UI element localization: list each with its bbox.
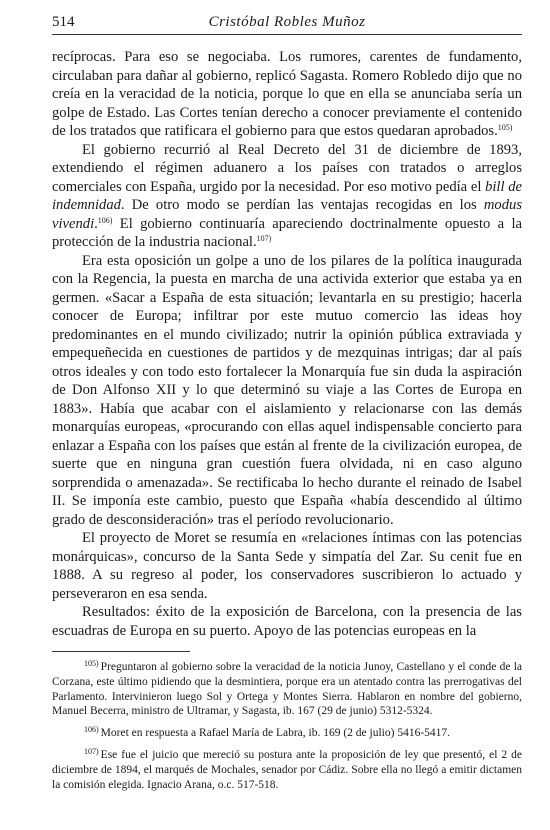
paragraph-1	[52, 48, 522, 141]
paragraph-text: . De otro modo se perdían las ventajas recogidas en los	[120, 197, 484, 213]
paragraph-3: Era esta oposición un golpe a uno de los pilares de la política inaugurada con la Regencia, la puesta en marcha de una activida exterior que estaba ya en germen. «Sacar a España de esta situación; levantarla en su prestigio; hacerla conocer de Europa; infiltrar por este mutuo comercio las ideas hoy predominantes en el mundo civilizado; nutrir la opinión pública extraviada y empequeñecida en cuestiones de partidos y de mezquinas intrigas; dar al país otros ideales y con todo esto fortalecer la Monarquía fue sin duda la aspiración de Don Alfonso XII y lo que determinó su viaje a las Cortes de Europa en 1883». Había que acabar con el aislamiento y relacionarse con las demás monarquías europeas, «procurando con ellas aquel indispensable concierto para enlazar a España con los países que están al frente de la civilización europea, de suerte que en ninguna gran cuestión fuera olvidada, ni en caso alguno sorprendida o amenazada». Se rectificaba lo hecho durante el reinado de Isabel II. Se imponía este cambio, puesto que España «había descendido al último grado de desconsideración» tras el período revolucionario.	[52, 252, 522, 528]
paragraph-text: El gobierno recurrió al Real Decreto del 31 de diciembre de 1893, extendiendo el régimen aduanero a los países con tratados o arreglos comerciales con España, urgido por la necesidad. Por eso motivo pedía el	[52, 141, 522, 195]
paragraph-2	[52, 141, 522, 252]
footnote-divider	[52, 651, 190, 652]
running-head: Cristóbal Robles Muñoz	[208, 14, 366, 30]
page-number: 514	[52, 14, 75, 30]
body-text	[52, 48, 522, 640]
footnote-text: Moret en respuesta a Rafael María de Labra, ib. 169 (2 de julio) 5416-5417.	[100, 727, 451, 740]
footnote-number: 106)	[84, 725, 99, 735]
paragraph-text: El gobierno continuaría apareciendo doctrinalmente opuesto a la protección de la industria nacional.	[52, 215, 522, 250]
paragraph-text: recíprocas. Para eso se negociaba. Los rumores, carentes de fundamento, circulaban para dañar al gobierno, replicó Sagasta. Romero Robledo dijo que no creía en la veracidad de la noticia, porque lo que en ella se anunciaba sería un golpe de Estado. Las Cortes tenían derecho a conocer previamente el contenido de los tratados que ratificara el gobierno para que estos quedaran aprobados.	[52, 49, 522, 139]
footnote-number: 105)	[84, 659, 99, 668]
footnote-text: Ese fue el juicio que mereció su postura ante la proposición de ley que presentó, el 2 de diciembre de 1894, el marqués de Mochales, senador por Cádiz. Sobre ella no llegó a emitir dictamen la comisión elegida. Ignacio Arana, o.c. 517-518.	[52, 748, 522, 791]
footnote-106	[52, 726, 522, 741]
paragraph-text: .	[94, 215, 98, 232]
footnote-text: Preguntaron al gobierno sobre la veracidad de la noticia Junoy, Castellano y el conde de la Corzana, este último pidiendo que la desmintiera, porque era un atentado contra las prerrogativas del Parlamento. Intervinieron luego Sol y Ortega y Montes Sierra. Hablaron en nombre del gobierno, Manuel Becerra, ministro de Ultramar, y Sagasta, ib. 167 (29 de junio) 5312-5324.	[52, 661, 522, 718]
footnote-number: 107)	[84, 746, 99, 756]
footnote-ref-106: 106)	[97, 215, 113, 225]
paragraph-4: El proyecto de Moret se resumía en «relaciones íntimas con las potencias monárquicas», concurso de la Santa Sede y simpatía del Zar. Su cenit fue en 1888. A su regreso al poder, los conservadores suscribieron lo actuado y perseveraron en esa senda.	[52, 530, 522, 602]
italic-term: modus vivendi	[52, 197, 522, 232]
footnote-105	[52, 660, 522, 719]
footnote-ref-105: 105)	[497, 123, 513, 132]
footnote-ref-107: 107)	[256, 234, 272, 243]
italic-term: bill de indemnidad	[52, 178, 523, 213]
page-header	[52, 14, 522, 35]
footnote-107	[52, 748, 522, 792]
paragraph-5: Resultados: éxito de la exposición de Barcelona, con la presencia de las escuadras de Europa en su puerto. Apoyo de las potencias europeas en la	[52, 604, 522, 639]
footnotes	[52, 660, 522, 799]
